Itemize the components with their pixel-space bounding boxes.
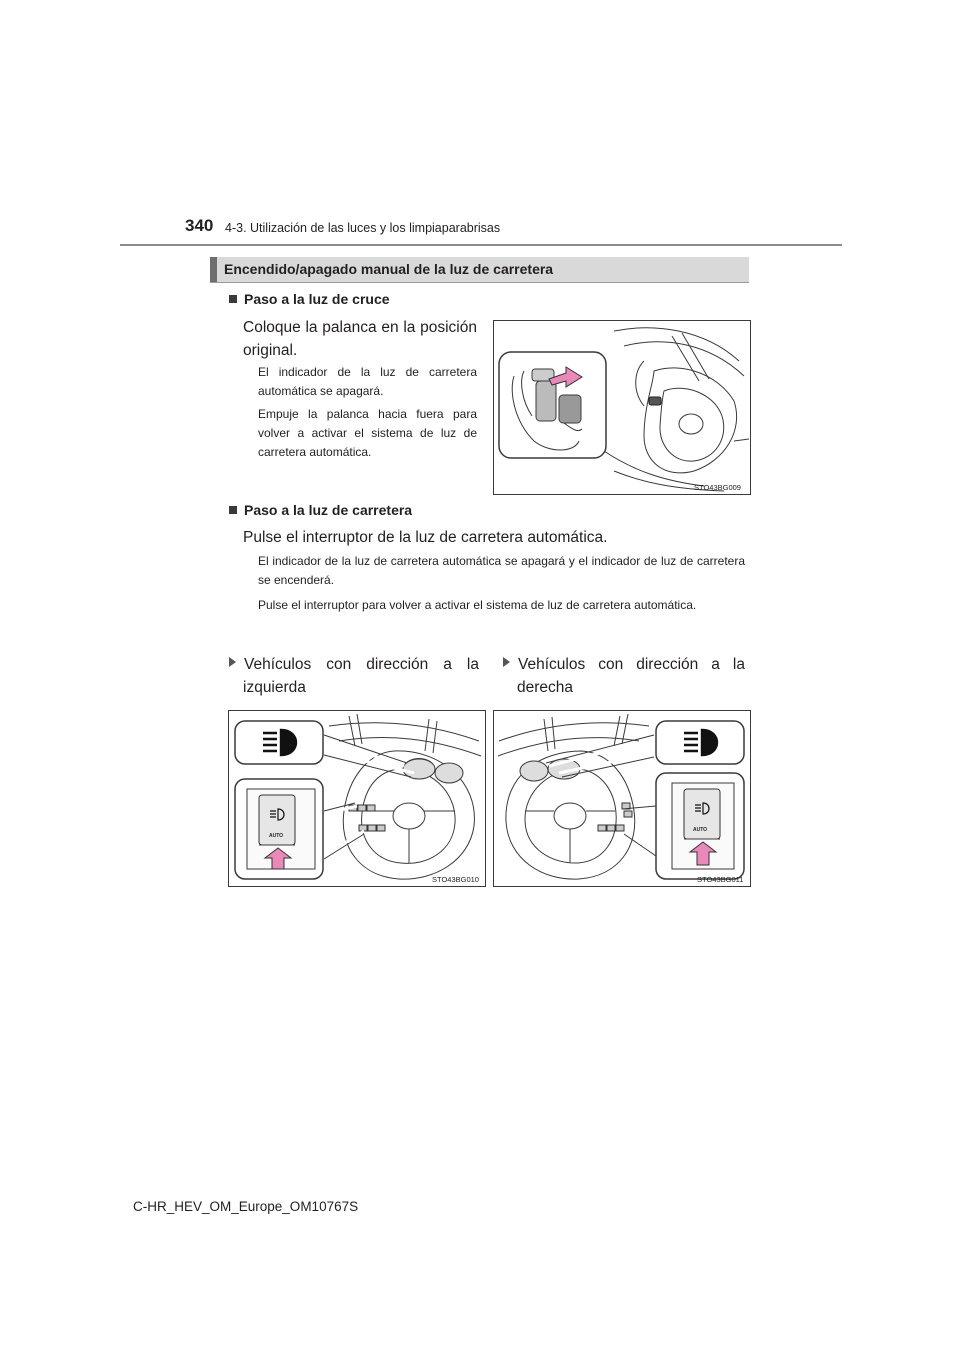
note-low-beam-1: El indicador de la luz de carretera automática se apagará. — [258, 365, 477, 398]
instruction-high-beam: Pulse el interruptor de la luz de carretera automática. — [243, 529, 608, 546]
figure-code-3: STO43BG011 — [697, 875, 744, 884]
note-high-beam-2: Pulse el interruptor para volver a activar el sistema de luz de carretera automática. — [258, 598, 697, 612]
heading-high-beam — [229, 502, 412, 518]
figure-code-2: STO43BG010 — [432, 875, 479, 884]
section-title: Encendido/apagado manual de la luz de carretera — [224, 261, 554, 277]
lever-illustration — [493, 320, 751, 495]
footer-doc-id: C-HR_HEV_OM_Europe_OM10767S — [133, 1199, 359, 1214]
heading-high-beam-text: Paso a la luz de carretera — [244, 502, 413, 518]
note-low-beam-2: Empuje la palanca hacia fuera para volver a activar el sistema de luz de carretera automática. — [258, 407, 477, 459]
section-accent — [210, 257, 217, 282]
section-title-bar — [210, 257, 749, 283]
square-bullet-icon — [229, 295, 237, 303]
auto-button-label-right: AUTO — [693, 827, 708, 833]
left-drive-label-line2: izquierda — [243, 679, 306, 696]
heading-low-beam-text: Paso a la luz de cruce — [244, 291, 390, 307]
figure-code-1: STO43BG009 — [694, 483, 741, 492]
page-number: 340 — [185, 216, 214, 235]
triangle-bullet-icon — [503, 657, 510, 667]
right-drive-label-line2: derecha — [517, 679, 574, 696]
triangle-bullet-icon — [229, 657, 236, 667]
header-divider — [120, 244, 842, 246]
heading-low-beam — [229, 291, 390, 307]
instruction-low-beam: Coloque la palanca en la posición original. — [243, 319, 477, 359]
right-drive-illustration — [493, 710, 751, 887]
auto-button-label-left: AUTO — [269, 833, 284, 839]
left-drive-label: Vehículos con dirección a la — [229, 653, 479, 676]
chapter-title: 4-3. Utilización de las luces y los limpiaparabrisas — [225, 221, 501, 235]
note-high-beam-1: El indicador de la luz de carretera automática se apagará y el indicador de luz de carretera se encenderá. — [258, 554, 745, 587]
square-bullet-icon — [229, 506, 237, 514]
left-drive-illustration — [228, 710, 486, 887]
right-drive-label: Vehículos con dirección a la — [503, 653, 745, 676]
